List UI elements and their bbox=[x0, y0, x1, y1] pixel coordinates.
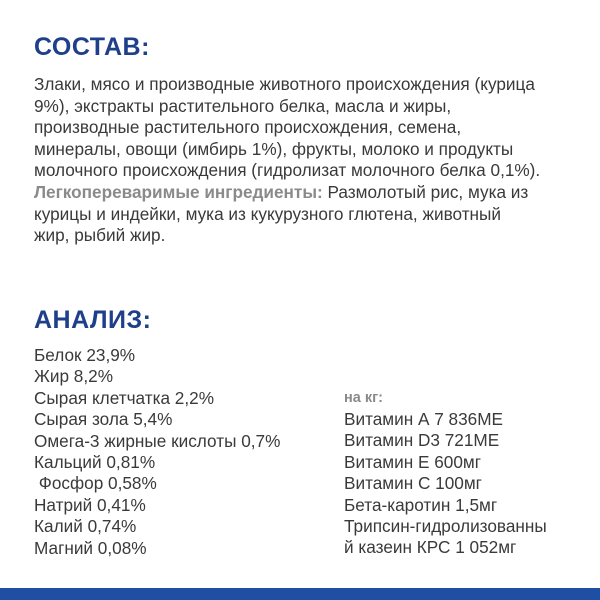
digestible-line: курицы и индейки, мука из кукурузного глютена, животный bbox=[34, 203, 502, 224]
footer-bar bbox=[0, 588, 600, 600]
vitamin-item: Витамин А 7 836МЕ bbox=[344, 409, 504, 429]
nutrient-item: Сырая клетчатка 2,2% bbox=[34, 387, 214, 408]
composition-line: Злаки, мясо и производные животного происхождения (курица bbox=[34, 74, 535, 94]
per-kg-label: на кг: bbox=[344, 390, 383, 406]
digestible-label: Легкопереваримые ингредиенты: bbox=[34, 181, 323, 202]
nutrient-item: Кальций 0,81% bbox=[34, 452, 156, 473]
vitamin-item: й казеин КРС 1 052мг bbox=[344, 537, 517, 558]
composition-line: молочного происхождения (гидролизат молочного белка 0,1%). bbox=[34, 160, 541, 181]
vitamin-item: Бета-каротин 1,5мг bbox=[344, 494, 498, 515]
digestible-text: Размолотый рис, мука из bbox=[322, 181, 529, 202]
composition-heading: СОСТАВ: bbox=[34, 33, 150, 61]
nutrient-item: Белок 23,9% bbox=[34, 345, 136, 365]
composition-line: 9%), экстракты растительного белка, масла и жиры, bbox=[34, 95, 452, 116]
vitamin-item: Витамин С 100мг bbox=[344, 473, 482, 494]
nutrient-item: Фосфор 0,58% bbox=[34, 473, 157, 494]
nutrient-item: Магний 0,08% bbox=[34, 537, 147, 558]
nutrient-item: Жир 8,2% bbox=[34, 366, 113, 387]
digestible-line: жир, рыбий жир. bbox=[34, 225, 166, 246]
analysis-heading: АНАЛИЗ: bbox=[34, 306, 152, 334]
nutrient-item: Натрий 0,41% bbox=[34, 494, 146, 515]
nutrient-item: Омега-3 жирные кислоты 0,7% bbox=[34, 430, 281, 451]
vitamin-item: Витамин D3 721МЕ bbox=[344, 430, 500, 451]
vitamin-list bbox=[344, 409, 547, 559]
nutrient-item: Сырая зола 5,4% bbox=[34, 409, 173, 430]
composition-line: производные растительного происхождения, семена, bbox=[34, 117, 462, 138]
nutrient-item: Калий 0,74% bbox=[34, 516, 137, 537]
nutrient-list bbox=[34, 345, 280, 559]
vitamin-item: Витамин Е 600мг bbox=[344, 451, 481, 472]
vitamin-item: Трипсин-гидролизованны bbox=[344, 516, 547, 537]
composition-text bbox=[34, 74, 574, 247]
composition-line: минералы, овощи (имбирь 1%), фрукты, молоко и продукты bbox=[34, 138, 514, 159]
digestible-line bbox=[34, 182, 574, 204]
